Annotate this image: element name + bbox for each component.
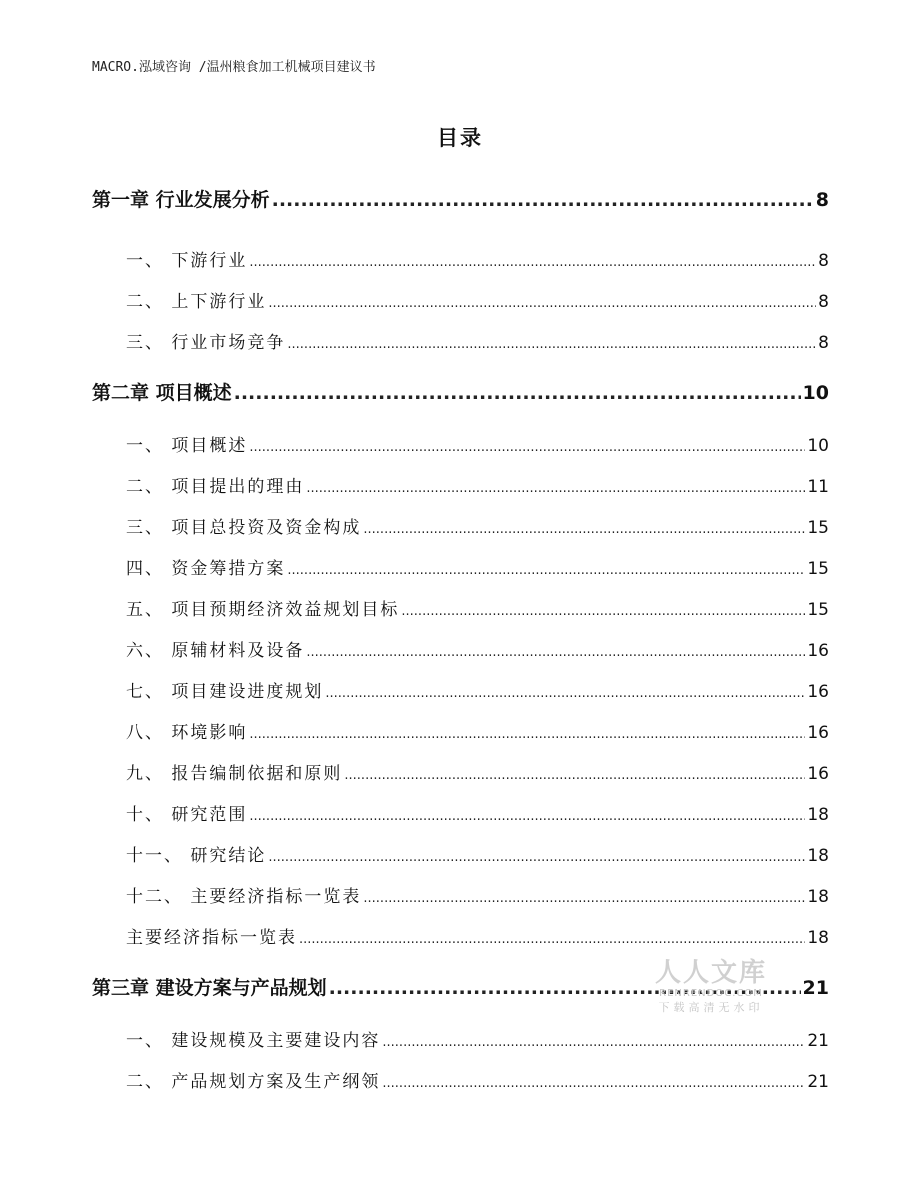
dot-leader [249,727,805,742]
toc-entry-page: 15 [807,518,829,538]
toc-entry-label: 三、 行业市场竞争 [126,333,286,353]
toc-entry-label: 一、 建设规模及主要建设内容 [126,1031,381,1051]
toc-entry-page: 10 [807,436,829,456]
toc-entry-section[interactable] [126,677,829,702]
toc-entry-page: 21 [807,1072,829,1092]
dot-leader [382,1076,805,1091]
toc-entry-page: 16 [807,641,829,661]
dot-leader [382,1035,805,1050]
dot-leader [306,645,805,660]
toc-entry-section[interactable] [126,759,829,784]
toc-entry-label: 十、 研究范围 [126,805,248,825]
toc-entry-page: 8 [818,292,829,312]
toc-entry-section[interactable] [126,554,829,579]
dot-leader [249,255,816,270]
toc-entry-label: 一、 项目概述 [126,436,248,456]
dot-leader [287,337,816,352]
toc-entry-page: 16 [807,764,829,784]
toc-entry-chapter-2[interactable] [92,378,829,405]
toc-entry-page: 8 [818,251,829,271]
watermark-subtitle: 下载高清无水印 [658,1001,764,1014]
dot-leader [363,891,805,906]
toc-entry-label: 二、 项目提出的理由 [126,477,305,497]
watermark [646,958,776,1016]
toc-entry-label: 主要经济指标一览表 [126,928,297,948]
toc-entry-label: 三、 项目总投资及资金构成 [126,518,362,538]
toc-entry-page: 15 [807,600,829,620]
toc-entry-label: 五、 项目预期经济效益规划目标 [126,600,400,620]
toc-entry-page: 18 [807,846,829,866]
toc-entry-page: 16 [807,723,829,743]
toc-entry-label: 八、 环境影响 [126,723,248,743]
dot-leader [287,563,805,578]
toc-entry-section[interactable] [126,246,829,271]
toc-entry-label: 第二章 项目概述 [92,382,232,404]
watermark-logo-text: 人人文库 [654,958,767,988]
dot-leader [299,932,805,947]
toc-entry-section[interactable] [126,1067,829,1092]
toc-entry-page: 11 [807,477,829,497]
toc-entry-label: 第三章 建设方案与产品规划 [92,977,327,999]
toc-entry-page: 15 [807,559,829,579]
toc-entry-label: 七、 项目建设进度规划 [126,682,324,702]
toc-entry-label: 九、 报告编制依据和原则 [126,764,343,784]
dot-leader [401,604,805,619]
toc-entry-label: 四、 资金筹措方案 [126,559,286,579]
dot-leader [249,809,805,824]
toc-entry-section[interactable] [126,636,829,661]
toc-entry-section[interactable] [126,841,829,866]
toc-entry-section[interactable] [126,513,829,538]
toc-entry-label: 二、 上下游行业 [126,292,267,312]
toc-entry-section[interactable] [126,431,829,456]
toc-entry-page: 10 [802,382,829,404]
toc-entry-page: 18 [807,928,829,948]
running-header: MACRO.泓域咨询 /温州粮食加工机械项目建议书 [92,60,376,75]
watermark-url: RENRENDOC.COM [659,988,763,999]
toc-entry-section[interactable] [126,328,829,353]
dot-leader [344,768,805,783]
toc-entry-label: 一、 下游行业 [126,251,248,271]
dot-leader [268,850,805,865]
toc-entry-label: 十二、 主要经济指标一览表 [126,887,362,907]
toc-entry-page: 18 [807,805,829,825]
toc-title: 目录 [437,126,483,150]
toc-entry-label: 六、 原辅材料及设备 [126,641,305,661]
toc-entry-section[interactable] [126,1026,829,1051]
toc-entry-chapter-1[interactable] [92,185,829,212]
dot-leader [272,189,814,211]
toc-entry-section[interactable] [126,923,829,948]
toc-entry-label: 二、 产品规划方案及生产纲领 [126,1072,381,1092]
toc-entry-label: 第一章 行业发展分析 [92,189,270,211]
toc-entry-section[interactable] [126,472,829,497]
dot-leader [325,686,805,701]
dot-leader [234,382,801,404]
toc-entry-section[interactable] [126,287,829,312]
dot-leader [249,440,805,455]
toc-entry-page: 8 [818,333,829,353]
dot-leader [306,481,805,496]
toc-entry-section[interactable] [126,718,829,743]
toc-entry-page: 8 [815,189,829,211]
toc-entry-page: 18 [807,887,829,907]
toc-entry-label: 十一、 研究结论 [126,846,267,866]
toc-entry-page: 21 [807,1031,829,1051]
dot-leader [268,296,816,311]
toc-entry-section[interactable] [126,882,829,907]
toc-entry-section[interactable] [126,800,829,825]
toc-entry-section[interactable] [126,595,829,620]
toc-entry-page: 16 [807,682,829,702]
toc-entry-page: 21 [802,977,829,999]
dot-leader [363,522,805,537]
